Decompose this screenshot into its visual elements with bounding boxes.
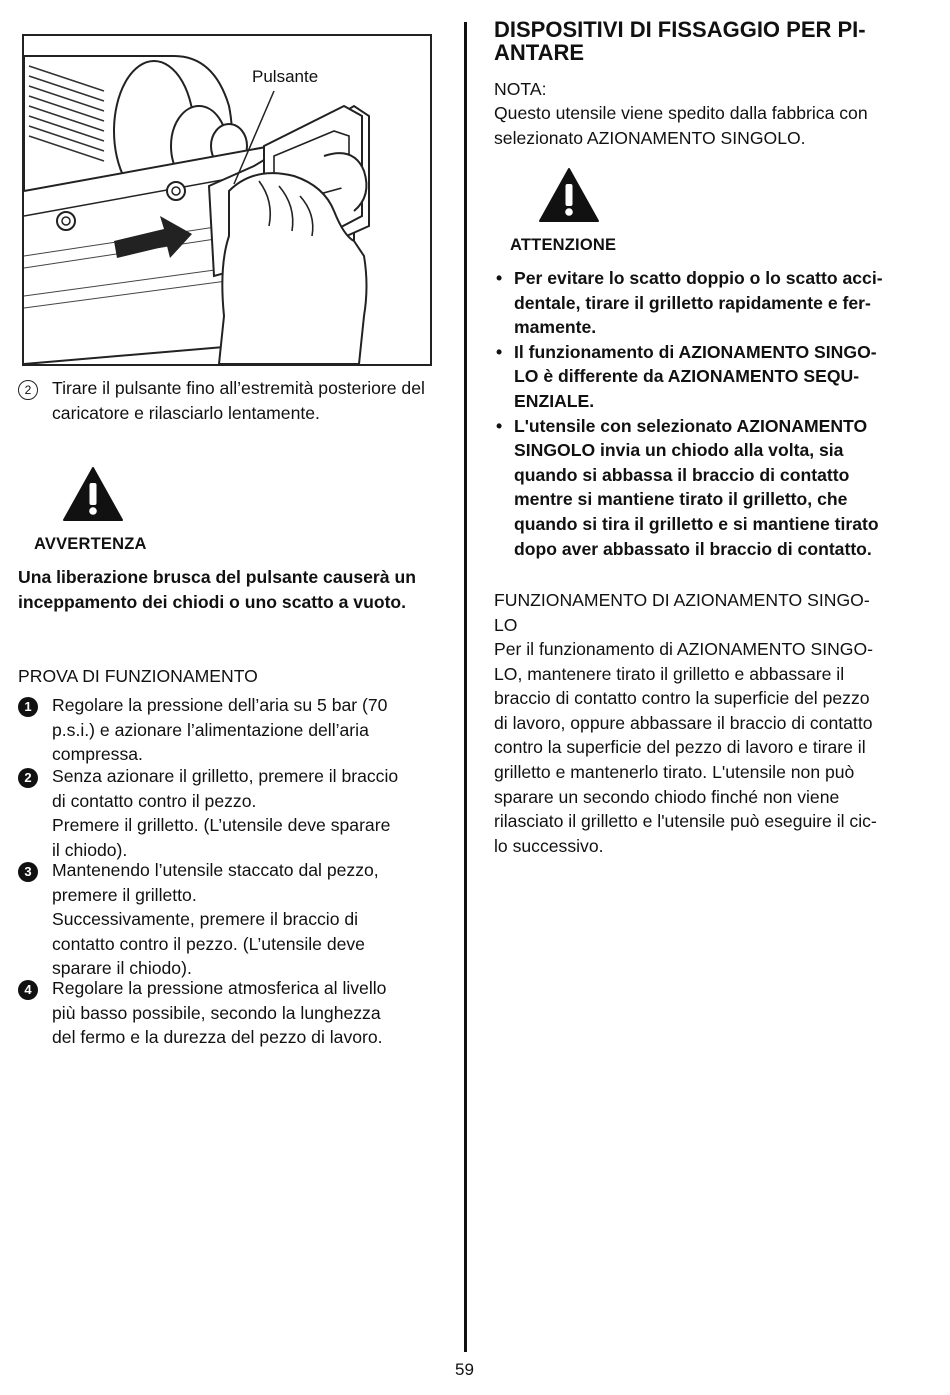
- step-marker: 3: [18, 862, 38, 882]
- nailer-magazine-drawing: [24, 36, 430, 364]
- heading-line: FUNZIONAMENTO DI AZIONAMENTO SINGO-: [494, 590, 870, 610]
- note-label: NOTA:: [494, 79, 547, 99]
- bullet-line: mentre si mantiene tirato il grilletto, che: [514, 489, 848, 510]
- step-line: di contatto contro il pezzo.: [52, 790, 257, 811]
- step-line: Senza azionare il grilletto, premere il braccio: [52, 766, 399, 786]
- text-line: Per il funzionamento di AZIONAMENTO SINGO-: [494, 639, 874, 659]
- step-line: il chiodo).: [52, 839, 128, 860]
- title-line: DISPOSITIVI DI FISSAGGIO PER PI-: [494, 17, 866, 42]
- list-item: [494, 414, 924, 562]
- text-line: LO, mantenere tirato il grilletto e abbassare il: [494, 663, 845, 684]
- warning-triangle-icon: [538, 167, 600, 230]
- step-line: sparare il chiodo).: [52, 958, 192, 979]
- column-divider: [464, 22, 467, 1352]
- caution-list: [494, 266, 924, 561]
- note-text: [494, 101, 924, 150]
- step-line: Regolare la pressione dell’aria su 5 bar (70: [52, 695, 388, 715]
- bullet-line: dopo aver abbassato il braccio di contatto.: [514, 538, 872, 559]
- text-line: contro la superficie del pezzo di lavoro e tirare il: [494, 737, 866, 758]
- step-line: contatto contro il pezzo. (L’utensile deve: [52, 933, 365, 954]
- page-number: 59: [455, 1360, 474, 1379]
- step-line: Successivamente, premere il braccio di: [52, 909, 359, 930]
- list-item: [494, 266, 924, 340]
- tool-illustration: [22, 34, 432, 366]
- single-mode-text: [494, 637, 924, 858]
- step-text: Tirare il pulsante fino all’estremità posteriore del caricatore e rilasciarlo lentamente.: [52, 378, 425, 423]
- text-line: grilletto e mantenerlo tirato. L'utensile non può: [494, 761, 855, 782]
- step-line: premere il grilletto.: [52, 884, 197, 905]
- bullet-line: dentale, tirare il grilletto rapidamente e fer-: [514, 292, 871, 313]
- bullet-line: • L'utensile con selezionato AZIONAMENTO: [514, 415, 868, 436]
- step-line: più basso possibile, secondo la lunghezza: [52, 1002, 381, 1023]
- step-marker: 1: [18, 697, 38, 717]
- note-line: selezionato AZIONAMENTO SINGOLO.: [494, 127, 806, 148]
- bullet-line: quando si abbassa il braccio di contatto: [514, 464, 850, 485]
- test-heading: PROVA DI FUNZIONAMENTO: [18, 666, 258, 686]
- text-line: sparare un secondo chiodo finché non viene: [494, 786, 840, 807]
- heading-line: LO: [494, 614, 518, 635]
- step-2-instruction: [18, 376, 442, 425]
- step-line: del fermo e la durezza del pezzo di lavoro.: [52, 1027, 383, 1048]
- bullet-line: • Per evitare lo scatto doppio o lo scatto acci-: [514, 268, 883, 288]
- bullet-line: ENZIALE.: [514, 390, 595, 411]
- text-line: rilasciato il grilletto e l'utensile può eseguire il cic-: [494, 811, 877, 832]
- warning-text: Una liberazione brusca del pulsante causerà un inceppamento dei chiodi o uno scatto a vuoto.: [18, 567, 416, 612]
- caution-label: ATTENZIONE: [510, 236, 617, 254]
- test-step-1: [18, 693, 442, 767]
- bullet-line: mamente.: [514, 317, 597, 338]
- step-marker: 4: [18, 980, 38, 1000]
- step-line: Mantenendo l’utensile staccato dal pezzo,: [52, 860, 379, 880]
- text-line: di lavoro, oppure abbassare il braccio di contatto: [494, 712, 873, 733]
- step-marker: 2: [18, 380, 38, 400]
- note-line: Questo utensile viene spedito dalla fabbrica con: [494, 103, 868, 123]
- test-step-3: [18, 858, 442, 981]
- step-line: Premere il grilletto. (L’utensile deve sparare: [52, 815, 391, 836]
- title-line: ANTARE: [494, 40, 585, 65]
- text-line: braccio di contatto contro la superficie del pezzo: [494, 688, 870, 709]
- single-mode-heading: [494, 588, 924, 637]
- warning-label: AVVERTENZA: [34, 535, 147, 553]
- bullet-line: LO è differente da AZIONAMENTO SEQU-: [514, 366, 860, 387]
- figure-label-button: Pulsante: [252, 67, 319, 86]
- test-step-2: [18, 764, 442, 862]
- step-marker: 2: [18, 768, 38, 788]
- section-title: [494, 18, 914, 64]
- test-step-4: [18, 976, 442, 1050]
- warning-triangle-icon: [62, 466, 124, 529]
- bullet-line: SINGOLO invia un chiodo alla volta, sia: [514, 440, 844, 461]
- step-line: p.s.i.) e azionare l’alimentazione dell’aria: [52, 719, 369, 740]
- bullet-line: quando si tira il grilletto e si mantiene tirato: [514, 513, 879, 534]
- step-line: Regolare la pressione atmosferica al livello: [52, 978, 387, 998]
- step-line: compressa.: [52, 744, 143, 765]
- list-item: [494, 340, 924, 414]
- text-line: lo successivo.: [494, 835, 604, 856]
- bullet-line: • Il funzionamento di AZIONAMENTO SINGO-: [514, 341, 877, 362]
